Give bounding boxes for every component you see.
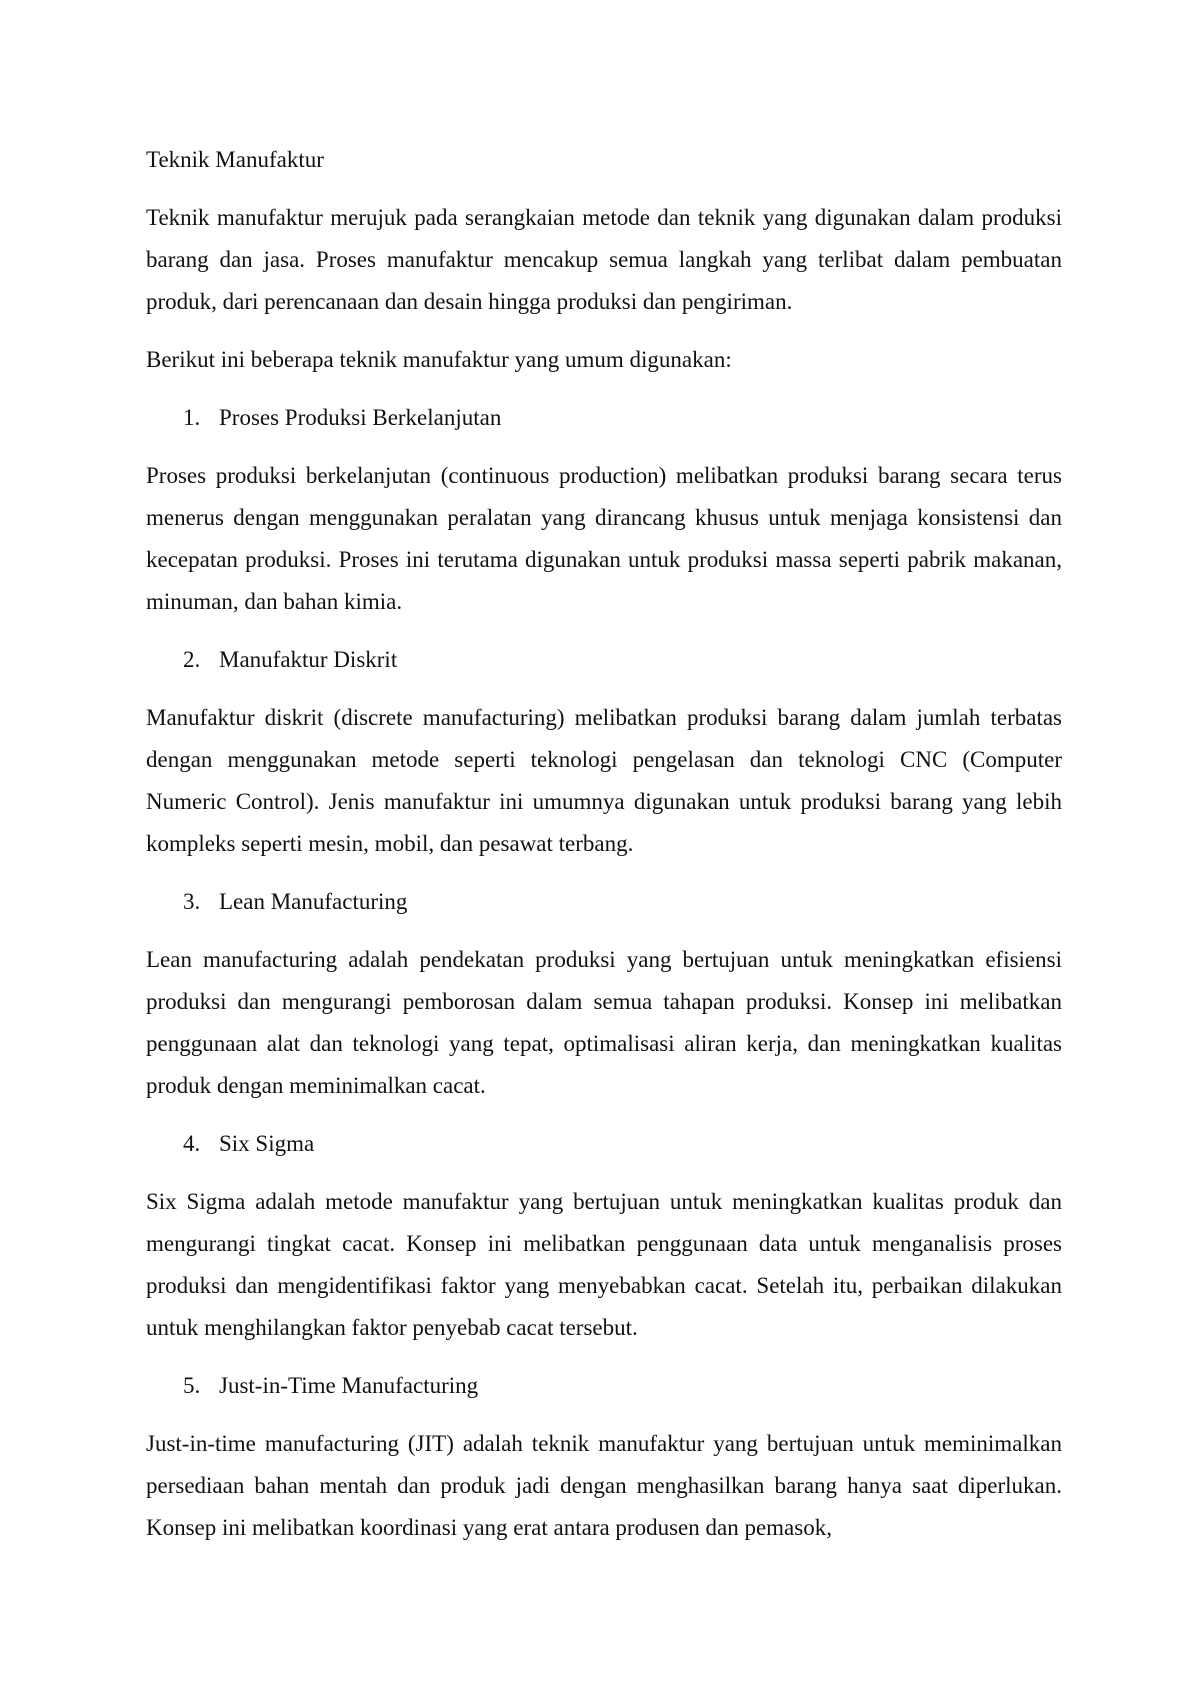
list-item-body: Lean manufacturing adalah pendekatan produksi yang bertujuan untuk meningkatkan efisiensi produksi dan mengurangi pemborosan dalam semua tahapan produksi. Konsep ini melibatkan penggunaan alat dan teknologi yang tepat, optimalisasi aliran kerja, dan meningkatkan kualitas produk dengan meminimalkan cacat. xyxy=(146,947,1062,1098)
document-title: Teknik Manufaktur xyxy=(146,147,324,172)
list-item-number: 4. xyxy=(183,1131,201,1156)
list-item-heading xyxy=(146,639,1062,681)
list-item-body: Proses produksi berkelanjutan (continuous production) melibatkan produksi barang secara terus menerus dengan menggunakan peralatan yang dirancang khusus untuk menjaga konsistensi dan kecepatan produksi. Proses ini terutama digunakan untuk produksi massa seperti pabrik makanan, minuman, dan bahan kimia. xyxy=(146,463,1062,614)
list-item-body: Just-in-time manufacturing (JIT) adalah teknik manufaktur yang bertujuan untuk meminimalkan persediaan bahan mentah dan produk jadi dengan menghasilkan barang hanya saat diperlukan. Konsep ini melibatkan koordinasi yang erat antara produsen dan pemasok, xyxy=(146,1431,1062,1540)
list-item-number: 5. xyxy=(183,1373,201,1398)
list-item-heading xyxy=(146,1123,1062,1165)
list-intro: Berikut ini beberapa teknik manufaktur yang umum digunakan: xyxy=(146,347,732,372)
list-item-body: Six Sigma adalah metode manufaktur yang bertujuan untuk meningkatkan kualitas produk dan mengurangi tingkat cacat. Konsep ini melibatkan penggunaan data untuk menganalisis proses produksi dan mengidentifikasi faktor yang menyebabkan cacat. Setelah itu, perbaikan dilakukan untuk menghilangkan faktor penyebab cacat tersebut. xyxy=(146,1189,1062,1340)
list-item-body: Manufaktur diskrit (discrete manufacturing) melibatkan produksi barang dalam jumlah terbatas dengan menggunakan metode seperti teknologi pengelasan dan teknologi CNC (Computer Numeric Control). Jenis manufaktur ini umumnya digunakan untuk produksi barang yang lebih kompleks seperti mesin, mobil, dan pesawat terbang. xyxy=(146,705,1062,856)
document-page xyxy=(146,139,1062,1565)
list-item-title: Six Sigma xyxy=(219,1131,315,1156)
list-item-number: 2. xyxy=(183,647,201,672)
list-item-title: Manufaktur Diskrit xyxy=(219,647,398,672)
list-item-number: 3. xyxy=(183,889,201,914)
list-item-heading xyxy=(146,397,1062,439)
intro-paragraph: Teknik manufaktur merujuk pada serangkaian metode dan teknik yang digunakan dalam produksi barang dan jasa. Proses manufaktur mencakup semua langkah yang terlibat dalam pembuatan produk, dari perencanaan dan desain hingga produksi dan pengiriman. xyxy=(146,205,1062,314)
list-item-title: Lean Manufacturing xyxy=(219,889,408,914)
list-item-heading xyxy=(146,1365,1062,1407)
list-item-title: Just-in-Time Manufacturing xyxy=(219,1373,479,1398)
list-item-number: 1. xyxy=(183,405,201,430)
list-item-title: Proses Produksi Berkelanjutan xyxy=(219,405,502,430)
list-item-heading xyxy=(146,881,1062,923)
